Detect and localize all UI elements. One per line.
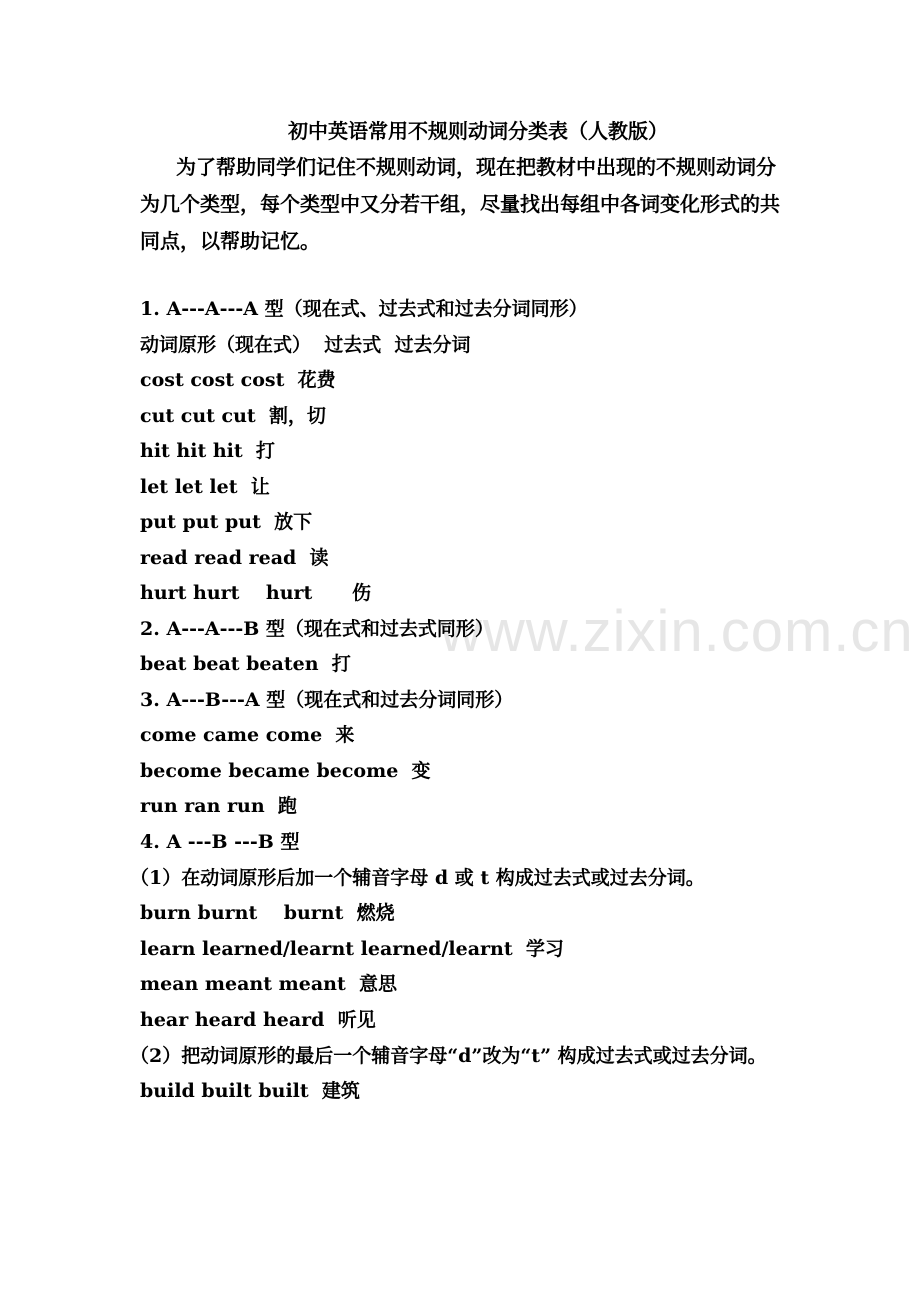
verb-row: hear heard heard 听见 [140, 1008, 376, 1031]
verb-row: beat beat beaten 打 [140, 653, 351, 675]
verb-row: cut cut cut 割，切 [140, 404, 326, 427]
verb-row: mean meant meant 意思 [140, 973, 397, 995]
verb-row: run ran run 跑 [140, 795, 297, 817]
verb-row: let let let 让 [140, 475, 270, 498]
document-title: 初中英语常用不规则动词分类表（人教版） [288, 119, 668, 143]
watermark-text: www.zixin.com.cn [440, 599, 914, 664]
verb-row: become became become 变 [140, 759, 431, 782]
column-headers: 动词原形（现在式） 过去式 过去分词 [140, 333, 471, 356]
section-heading-aaa: 1. A---A---A 型（现在式、过去式和过去分词同形） [140, 298, 588, 320]
section-heading-aab: 2. A---A---B 型（现在式和过去式同形） [140, 617, 494, 640]
intro-paragraph: 为了帮助同学们记住不规则动词，现在把教材中出现的不规则动词分为几个类型，每个类型中又分若干组，尽量找出每组中各词变化形式的共同点，以帮助记忆。 [140, 155, 780, 253]
section-heading-aba: 3. A---B---A 型（现在式和过去分词同形） [140, 688, 514, 711]
verb-table-content [130, 292, 800, 1110]
verb-row: hurt hurt hurt 伤 [140, 582, 372, 604]
verb-row: learn learned/learnt learned/learnt 学习 [140, 937, 564, 960]
verb-row: cost cost cost 花费 [140, 369, 336, 391]
verb-row: burn burnt burnt 燃烧 [140, 902, 395, 924]
verb-row: come came come 来 [140, 724, 355, 746]
verb-row: put put put 放下 [140, 511, 313, 533]
section-heading-abb: 4. A ---B ---B 型 [140, 830, 300, 853]
verb-row: hit hit hit 打 [140, 440, 275, 462]
verb-row: build built built 建筑 [140, 1080, 360, 1102]
subsection-note-2: （2）把动词原形的最后一个辅音字母“d”改为“t” 构成过去式或过去分词。 [130, 1045, 767, 1067]
subsection-note-1: （1）在动词原形后加一个辅音字母 d 或 t 构成过去式或过去分词。 [130, 867, 705, 889]
verb-row: read read read 读 [140, 546, 329, 569]
